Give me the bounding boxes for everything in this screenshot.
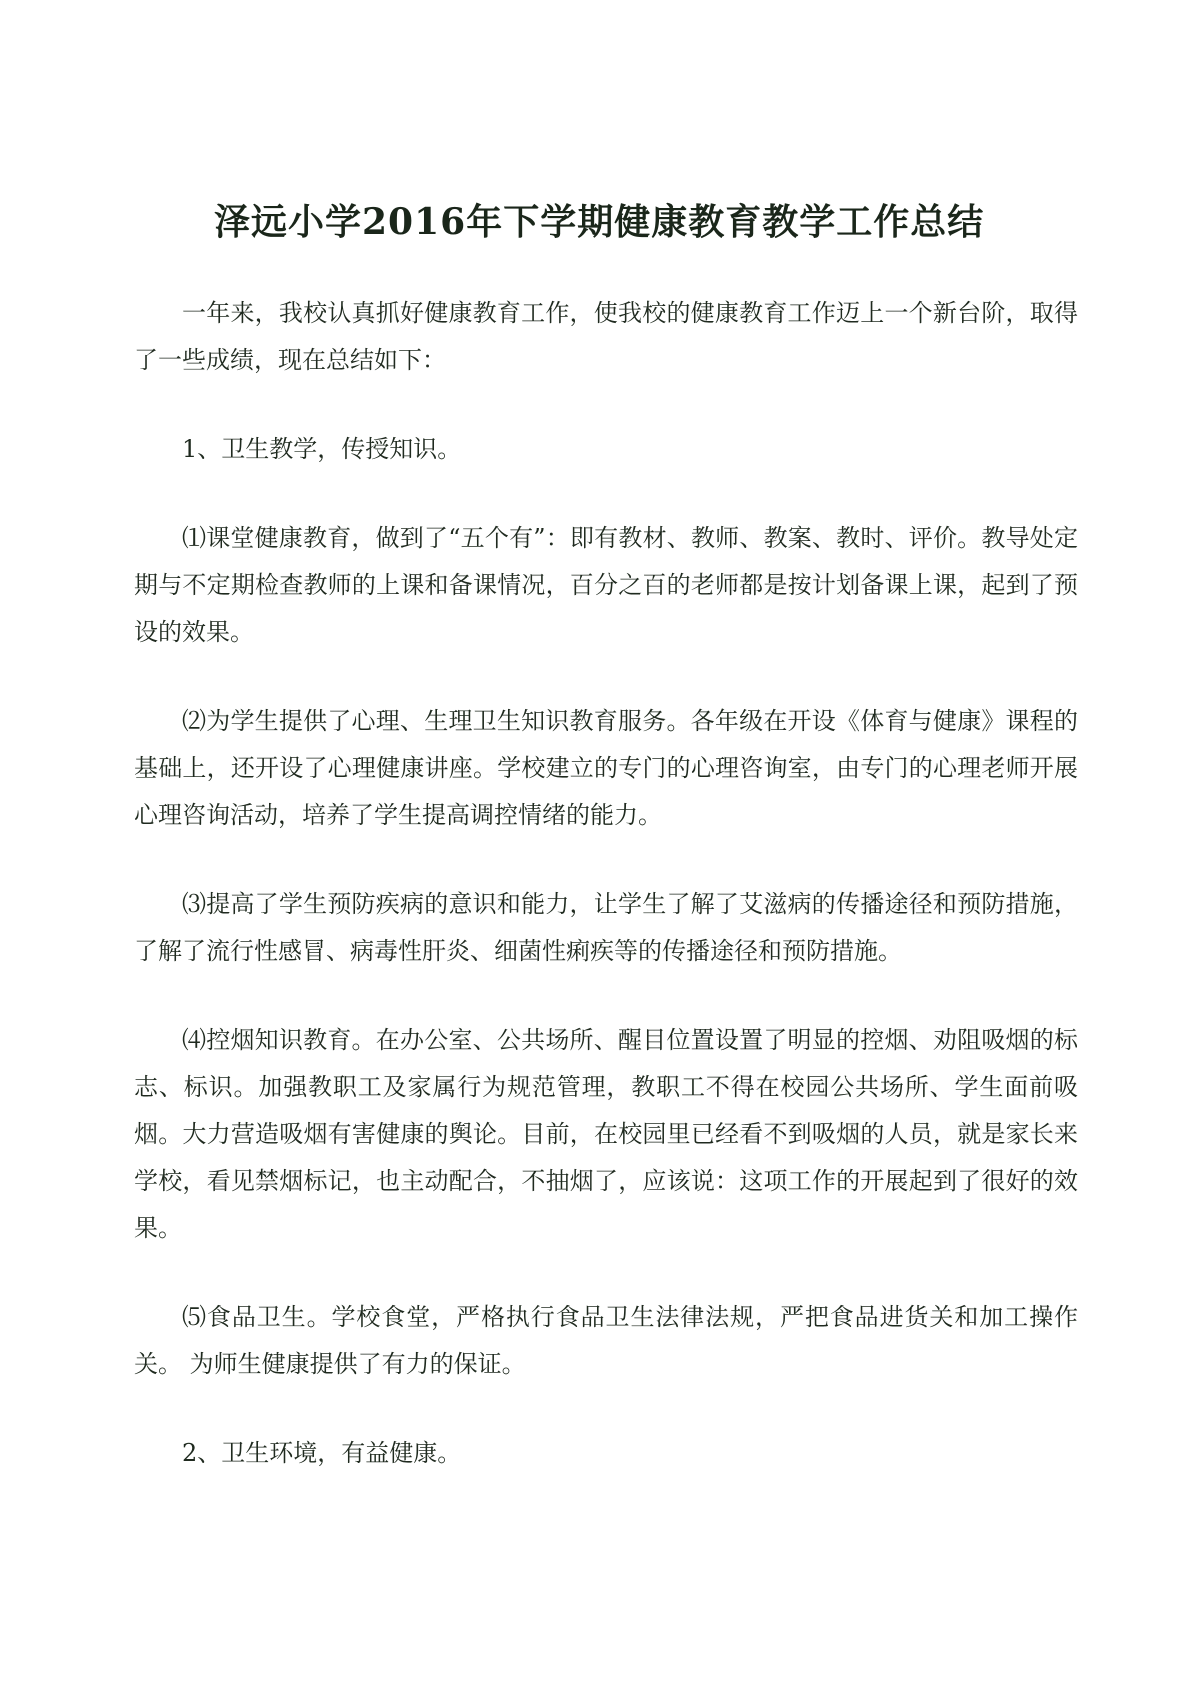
paragraph-item-4: ⑷控烟知识教育。在办公室、公共场所、醒目位置设置了明显的控烟、劝阻吸烟的标志、标识。加强教职工及家属行为规范管理，教职工不得在校园公共场所、学生面前吸烟。大力营造吸烟有害健康的舆论。目前，在校园里已经看不到吸烟的人员，就是家长来学校，看见禁烟标记，也主动配合，不抽烟了，应该说：这项工作的开展起到了很好的效果。 [134, 1026, 1078, 1242]
document-title: 泽远小学2016年下学期健康教育教学工作总结 [214, 201, 985, 243]
section-heading-1: 1、卫生教学，传授知识。 [182, 435, 462, 463]
paragraph-item-1: ⑴课堂健康教育，做到了“五个有”：即有教材、教师、教案、教时、评价。教导处定期与不定期检查教师的上课和备课情况，百分之百的老师都是按计划备课上课，起到了预设的效果。 [134, 524, 1078, 646]
paragraph-item-3: ⑶提高了学生预防疾病的意识和能力，让学生了解了艾滋病的传播途径和预防措施，了解了流行性感冒、病毒性肝炎、细菌性痢疾等的传播途径和预防措施。 [134, 890, 1078, 965]
paragraph-intro: 一年来，我校认真抓好健康教育工作，使我校的健康教育工作迈上一个新台阶，取得了一些成绩，现在总结如下： [134, 299, 1078, 374]
paragraph-item-2: ⑵为学生提供了心理、生理卫生知识教育服务。各年级在开设《体育与健康》课程的基础上，还开设了心理健康讲座。学校建立的专门的心理咨询室，由专门的心理老师开展心理咨询活动，培养了学生提高调控情绪的能力。 [134, 707, 1078, 829]
section-heading-2: 2、卫生环境，有益健康。 [182, 1439, 462, 1467]
document-body [134, 290, 1078, 1517]
paragraph-item-5: ⑸食品卫生。学校食堂，严格执行食品卫生法律法规，严把食品进货关和加工操作关。 为师生健康提供了有力的保证。 [134, 1303, 1078, 1378]
